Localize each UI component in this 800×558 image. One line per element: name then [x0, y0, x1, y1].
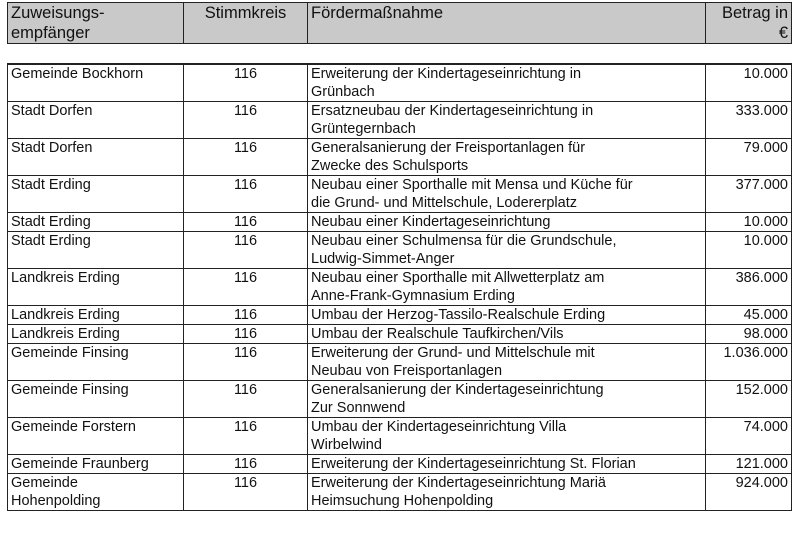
cell-measure: Generalsanierung der Freisportanlagen für Zwecke des Schulsports [308, 139, 706, 176]
cell-district: 116 [184, 213, 308, 232]
cell-district: 116 [184, 176, 308, 213]
cell-measure: Umbau der Kindertageseinrichtung Villa Wirbelwind [308, 418, 706, 455]
cell-measure: Neubau einer Schulmensa für die Grundschule, Ludwig-Simmet-Anger [308, 232, 706, 269]
cell-recipient: Landkreis Erding [8, 269, 184, 306]
table-row [8, 474, 792, 511]
cell-recipient: Stadt Erding [8, 176, 184, 213]
header-district: Stimmkreis [184, 3, 308, 44]
cell-amount: 386.000 [706, 269, 792, 306]
cell-district: 116 [184, 64, 308, 102]
cell-amount: 10.000 [706, 64, 792, 102]
table-row [8, 418, 792, 455]
cell-recipient: Gemeinde Forstern [8, 418, 184, 455]
cell-measure: Erweiterung der Grund- und Mittelschule mit Neubau von Freisportanlagen [308, 344, 706, 381]
cell-measure: Umbau der Herzog-Tassilo-Realschule Erding [308, 306, 706, 325]
cell-amount: 121.000 [706, 455, 792, 474]
table-row [8, 232, 792, 269]
cell-amount: 10.000 [706, 232, 792, 269]
cell-recipient: Stadt Erding [8, 213, 184, 232]
cell-measure: Erweiterung der Kindertageseinrichtung St. Florian [308, 455, 706, 474]
cell-district: 116 [184, 344, 308, 381]
cell-recipient: Stadt Dorfen [8, 102, 184, 139]
table-row [8, 344, 792, 381]
cell-recipient: Gemeinde Finsing [8, 381, 184, 418]
cell-recipient: Stadt Erding [8, 232, 184, 269]
funding-table [7, 63, 792, 511]
cell-amount: 98.000 [706, 325, 792, 344]
table-row [8, 455, 792, 474]
cell-measure: Neubau einer Sporthalle mit Mensa und Küche für die Grund- und Mittelschule, Lodererplatz [308, 176, 706, 213]
cell-district: 116 [184, 455, 308, 474]
cell-amount: 10.000 [706, 213, 792, 232]
table-row [8, 102, 792, 139]
header-measure: Fördermaßnahme [308, 3, 706, 44]
cell-measure: Neubau einer Sporthalle mit Allwetterplatz am Anne-Frank-Gymnasium Erding [308, 269, 706, 306]
cell-district: 116 [184, 306, 308, 325]
table-row [8, 213, 792, 232]
cell-district: 116 [184, 325, 308, 344]
table-row [8, 176, 792, 213]
cell-measure: Erweiterung der Kindertageseinrichtung Mariä Heimsuchung Hohenpolding [308, 474, 706, 511]
cell-amount: 1.036.000 [706, 344, 792, 381]
cell-recipient: Landkreis Erding [8, 306, 184, 325]
header-recipient: Zuweisungs- empfänger [8, 3, 184, 44]
cell-recipient: Gemeinde Fraunberg [8, 455, 184, 474]
cell-district: 116 [184, 474, 308, 511]
cell-district: 116 [184, 139, 308, 176]
cell-amount: 333.000 [706, 102, 792, 139]
table-row [8, 381, 792, 418]
cell-measure: Erweiterung der Kindertageseinrichtung in Grünbach [308, 64, 706, 102]
cell-district: 116 [184, 418, 308, 455]
cell-district: 116 [184, 102, 308, 139]
table-row [8, 64, 792, 102]
header-amount: Betrag in € [706, 3, 792, 44]
cell-recipient: Stadt Dorfen [8, 139, 184, 176]
cell-recipient: Gemeinde Hohenpolding [8, 474, 184, 511]
cell-recipient: Gemeinde Bockhorn [8, 64, 184, 102]
cell-amount: 377.000 [706, 176, 792, 213]
cell-district: 116 [184, 269, 308, 306]
header-table [7, 2, 792, 44]
cell-measure: Umbau der Realschule Taufkirchen/Vils [308, 325, 706, 344]
table-row [8, 269, 792, 306]
cell-measure: Ersatzneubau der Kindertageseinrichtung in Grüntegernbach [308, 102, 706, 139]
cell-recipient: Gemeinde Finsing [8, 344, 184, 381]
cell-district: 116 [184, 232, 308, 269]
cell-amount: 924.000 [706, 474, 792, 511]
table-row [8, 306, 792, 325]
cell-recipient: Landkreis Erding [8, 325, 184, 344]
cell-amount: 74.000 [706, 418, 792, 455]
cell-amount: 45.000 [706, 306, 792, 325]
table-row [8, 325, 792, 344]
cell-district: 116 [184, 381, 308, 418]
table-row [8, 139, 792, 176]
cell-amount: 152.000 [706, 381, 792, 418]
header-row [8, 3, 792, 44]
cell-measure: Generalsanierung der Kindertageseinrichtung Zur Sonnwend [308, 381, 706, 418]
cell-amount: 79.000 [706, 139, 792, 176]
cell-measure: Neubau einer Kindertageseinrichtung [308, 213, 706, 232]
